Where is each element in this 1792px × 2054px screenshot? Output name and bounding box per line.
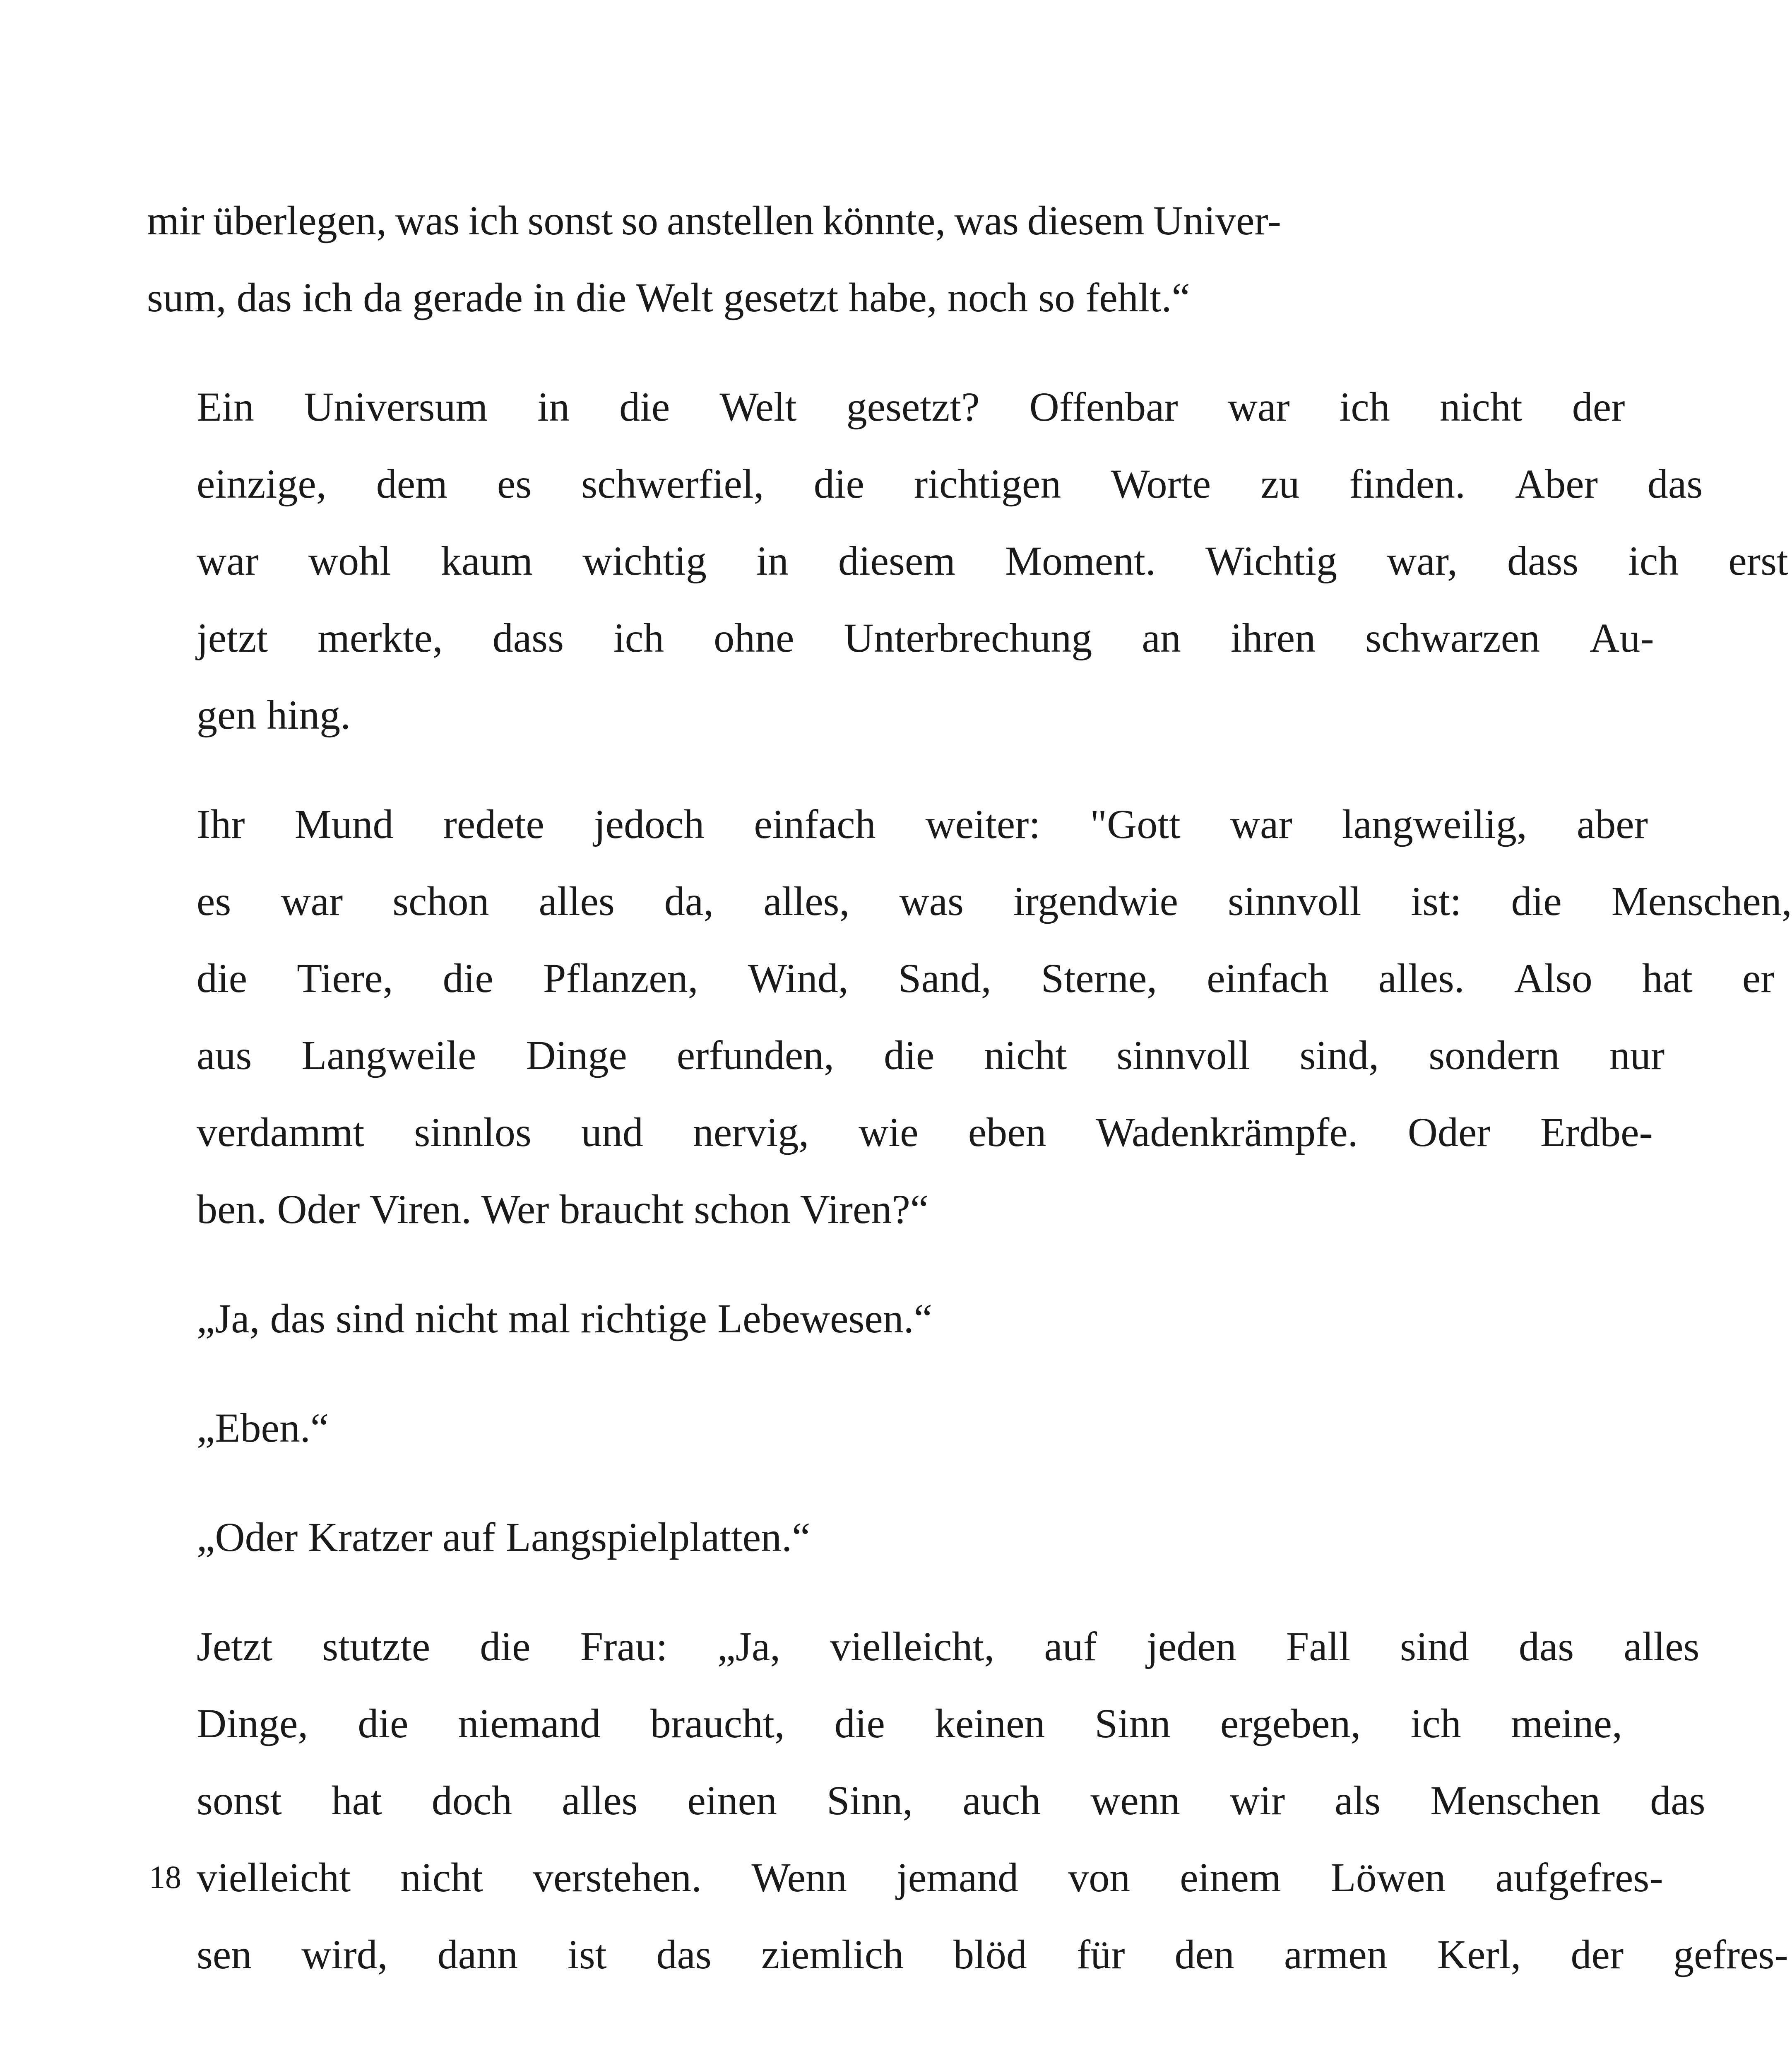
paragraph: [147, 786, 1792, 1248]
text-line: jetzt merkte, dass ich ohne Unterbrechung an ihren schwarzen Au-: [197, 615, 1654, 661]
text-line: es war schon alles da, alles, was irgendwie sinnvoll ist: die Menschen,: [197, 878, 1792, 924]
text-line: sonst hat doch alles einen Sinn, auch wenn wir als Menschen das: [197, 1777, 1705, 1823]
text-line: Ein Universum in die Welt gesetzt? Offenbar war ich nicht der: [197, 384, 1625, 430]
text-line: sum, das ich da gerade in die Welt gesetzt habe, noch so fehlt.“: [147, 275, 1190, 320]
text-line: aus Langweile Dinge erfunden, die nicht sinnvoll sind, sondern nur: [197, 1032, 1665, 1078]
paragraph: [147, 182, 1281, 336]
text-line: verdammt sinnlos und nervig, wie eben Wadenkrämpfe. Oder Erdbe-: [197, 1109, 1653, 1155]
text-line: die Tiere, die Pflanzen, Wind, Sand, Sterne, einfach alles. Also hat er: [197, 955, 1775, 1001]
text-line: ben. Oder Viren. Wer braucht schon Viren?“: [197, 1186, 929, 1232]
text-line: mir überlegen, was ich sonst so anstellen könnte, was diesem Univer-: [147, 197, 1281, 243]
body-text: [147, 182, 1792, 2025]
text-line: Jetzt stutzte die Frau: „Ja, vielleicht, auf jeden Fall sind das alles: [197, 1623, 1700, 1669]
page-number: 18: [149, 1859, 181, 1895]
text-line: einzige, dem es schwerfiel, die richtigen Worte zu finden. Aber das: [197, 461, 1703, 507]
text-line: „Ja, das sind nicht mal richtige Lebewesen.“: [197, 1295, 933, 1341]
text-line: sen wird, dann ist das ziemlich blöd für den armen Kerl, der gefres-: [197, 1931, 1788, 1977]
paragraph: [147, 1499, 1281, 1576]
text-line: „Eben.“: [197, 1405, 329, 1451]
text-line: Ihr Mund redete jedoch einfach weiter: "Gott war langweilig, aber: [197, 801, 1648, 847]
text-line: gen hing.: [197, 692, 351, 738]
text-line: war wohl kaum wichtig in diesem Moment. Wichtig war, dass ich erst: [197, 538, 1788, 584]
paragraph: [147, 1389, 1281, 1466]
text-line: „Oder Kratzer auf Langspielplatten.“: [197, 1514, 811, 1560]
paragraph: [147, 1608, 1788, 1993]
text-line: Dinge, die niemand braucht, die keinen Sinn ergeben, ich meine,: [197, 1700, 1623, 1746]
paragraph: [147, 368, 1788, 754]
text-line: vielleicht nicht verstehen. Wenn jemand von einem Löwen aufgefres-: [197, 1854, 1663, 1900]
paragraph: [147, 1280, 1281, 1357]
